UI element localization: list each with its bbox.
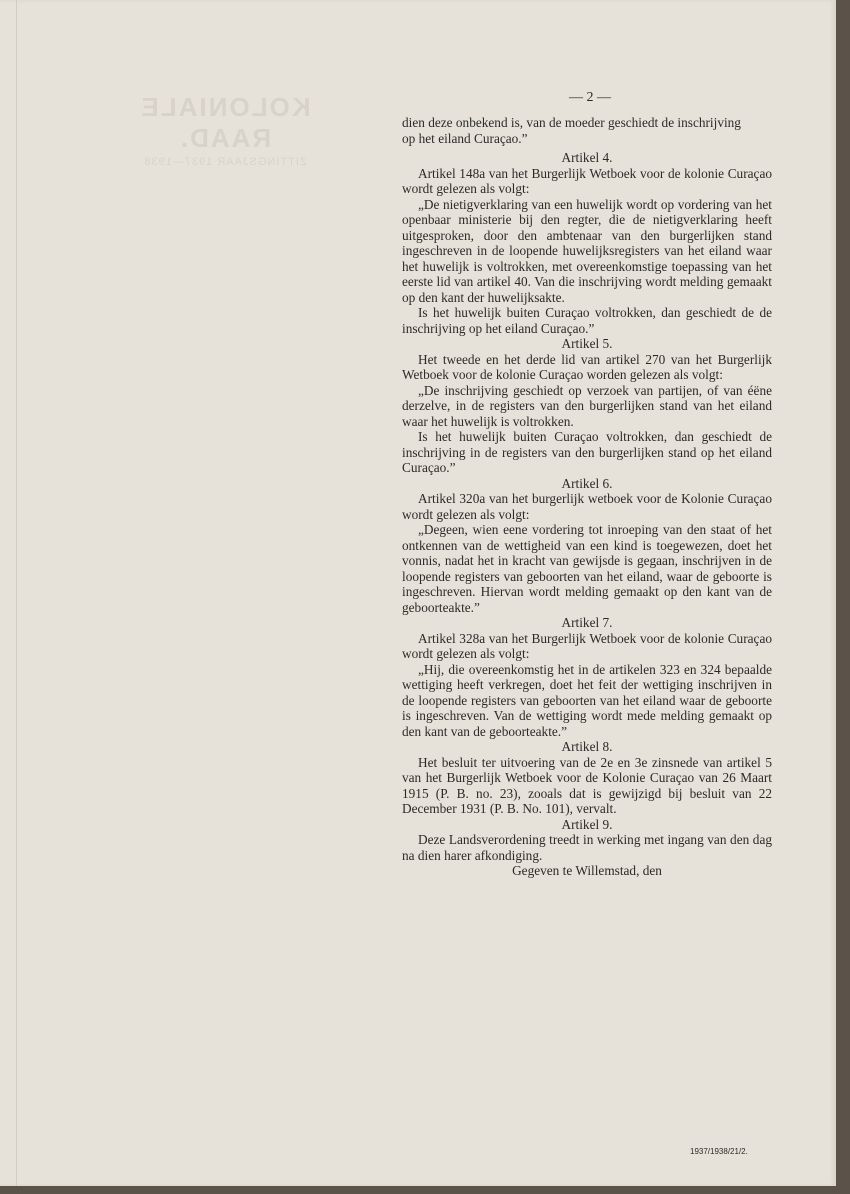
article-4 [402, 150, 772, 336]
letterhead-title: KOLONIALE RAAD. [139, 92, 311, 153]
article-paragraph: Artikel 320a van het burgerlijk wetboek voor de Kolonie Curaçao wordt gelezen als volgt: [402, 491, 772, 522]
article-paragraph: Is het huwelijk buiten Curaçao voltrokken, dan geschiedt de inschrijving in de registers van den burgerlijken stand op het eiland Curaçao.” [402, 429, 772, 475]
article-5 [402, 336, 772, 476]
article-heading: Artikel 8. [561, 739, 613, 754]
page-number: — 2 — [569, 90, 611, 105]
document-code: 1937/1938/21/2. [690, 1147, 748, 1156]
article-paragraph: „Degeen, wien eene vordering tot inroeping van den staat of het ontkennen van de wettigheid van een kind is toegewezen, doet het vonnis, nadat het in kracht van gewijsde is gegaan, inschrijven in de loopende registers van geboorten van het eiland, waar de geboorte is ingeschreven. Hiervan wordt melding gemaakt op den kant van de geboorteakte.” [402, 522, 772, 615]
article-9 [402, 817, 772, 864]
document-body [402, 115, 772, 879]
article-paragraph: „Hij, die overeenkomstig het in de artikelen 323 en 324 bepaalde wettiging heeft verkregen, doet het feit der wettiging inschrijven in de loopende registers van geboorten van het eiland waar de geboorte is ingeschreven. Van de wettiging wordt mede melding gemaakt op den kant van de geboorteakte.” [402, 661, 772, 739]
intro-paragraph [402, 115, 772, 146]
article-heading: Artikel 4. [561, 150, 613, 165]
article-8 [402, 739, 772, 817]
article-paragraph: Is het huwelijk buiten Curaçao voltrokken, dan geschiedt de de inschrijving op het eiland Curaçao.” [402, 305, 772, 336]
article-paragraph: Deze Landsverordening treedt in werking met ingang van den dag na dien harer afkondiging. [402, 832, 772, 863]
intro-line: op het eiland Curaçao.” [402, 130, 528, 146]
letterhead-subtitle: ZITTINGSJAAR 1937—1938 [143, 156, 307, 168]
article-heading: Artikel 5. [561, 336, 613, 351]
article-paragraph: „De inschrijving geschiedt op verzoek van partijen, of van éëne derzelve, in de registers van den burgerlijken stand van het eiland waar het huwelijk is voltrokken. [402, 382, 772, 429]
article-paragraph: Het tweede en het derde lid van artikel 270 van het Burgerlijk Wetboek voor de kolonie Curaçao worden gelezen als volgt: [402, 351, 772, 382]
article-paragraph: Het besluit ter uitvoering van de 2e en 3e zinsnede van artikel 5 van het Burgerlijk Wetboek voor de Kolonie Curaçao van 26 Maart 1915 (P. B. no. 23), zooals dat is gewijzigd bij besluit van 22 December 1931 (P. B. No. 101), vervalt. [402, 754, 772, 816]
article-heading: Artikel 6. [561, 475, 613, 491]
article-heading: Artikel 7. [561, 615, 613, 630]
page-edge-line [16, 0, 17, 1186]
closing-line: Gegeven te Willemstad, den [512, 863, 662, 878]
article-paragraph: „De nietigverklaring van een huwelijk wordt op vordering van het openbaar ministerie bij den regter, die de nietigverklaring heeft uitgesproken, door den ambtenaar van den burgerlijken stand ingeschreven in de loopende huwelijksregisters van het eiland waar het huwelijk is voltrokken, met overeenkomstige toepassing van het eerste lid van artikel 40. Van die inschrijving wordt melding gemaakt op den kant der huwelijksakte. [402, 196, 772, 305]
article-paragraph: Artikel 148a van het Burgerlijk Wetboek voor de kolonie Curaçao wordt gelezen als volgt: [402, 165, 772, 196]
intro-line: dien deze onbekend is, van de moeder geschiedt de inschrijving [402, 115, 741, 130]
show-through-letterhead [95, 92, 355, 168]
article-paragraph: Artikel 328a van het Burgerlijk Wetboek voor de kolonie Curaçao wordt gelezen als volgt: [402, 630, 772, 661]
article-6 [402, 476, 772, 616]
article-heading: Artikel 9. [561, 816, 613, 832]
article-7 [402, 615, 772, 739]
